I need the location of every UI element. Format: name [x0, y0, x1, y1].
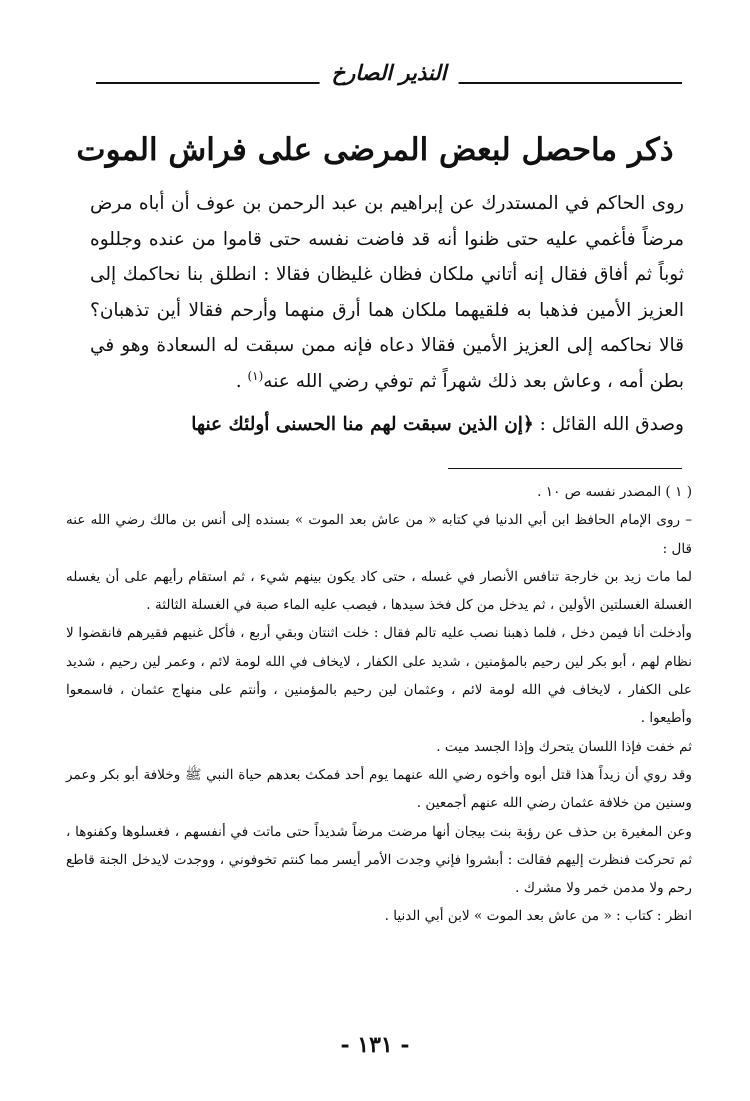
quote-intro: وصدق الله القائل : — [533, 414, 684, 435]
footnotes — [66, 478, 692, 931]
running-header-title: النذير الصارخ — [320, 60, 459, 85]
footnote-divider — [448, 468, 682, 469]
footnote-paragraph: – روى الإمام الحافظ ابن أبي الدنيا في كتابه « من عاش بعد الموت » بسنده إلى أنس بن مالك رضي الله عنه قال : — [66, 512, 692, 557]
quran-verse: ﴿إن الذين سبقت لهم منا الحسنى أولئك عنها — [191, 414, 534, 435]
footnote-paragraph: وقد روي أن زيداً هذا قتل أبوه وأخوه رضي الله عنهما يوم أحد فمكث بعدهم حياة النبي ﷺ وخلافة أبو بكر وعمر وسنين من خلافة عثمان رضي الله عنهم أجمعين . — [66, 766, 692, 812]
running-header — [96, 58, 682, 88]
page-number: - ١٣١ - — [340, 1032, 410, 1058]
main-paragraph-end: . — [235, 370, 248, 392]
footnote-reference: (١) — [247, 368, 264, 383]
footnote-paragraph: وأدخلت أنا فيمن دخل ، فلما ذهبنا نصب عليه تالم فقال : خلت اثنتان وبقي أربع ، فأكل غنيهم فقيرهم فانقضوا لا نظام لهم ، أبو بكر لين رحيم بالمؤمنين ، شديد على الكفار ، لايخاف في الله لومة لائم ، وعمر لين رحيم ، شديد على الكفار ، لايخاف في الله لومة لائم ، وعثمان لين رحيم بالمؤمنين ، وأنتم على منهاج عثمان ، فاسمعوا وأطيعوا . — [66, 625, 692, 727]
quran-quote-line — [90, 407, 684, 443]
main-text — [90, 186, 684, 443]
chapter-title: ذكر ماحصل لبعض المرضى على فراش الموت — [76, 132, 674, 168]
main-paragraph-text: روى الحاكم في المستدرك عن إبراهيم بن عبد الرحمن بن عوف أن أباه مرض مرضاً فأغمي عليه حتى ظنوا أنه قد فاضت نفسه حتى قاموا من عنده وجللوه ثوباً ثم أفاق فقال إنه أتاني ملكان فظان غليظان فقالا : انطلق بنا نحاكمك إلى العزيز الأمين فذهبا به فلقيهما ملكان هما أرق منهما وأرحم فقالا أين تذهبان؟ قالا نحاكمه إلى العزيز الأمين فقالا دعاه فإنه ممن سبقت له السعادة وهو في بطن أمه ، وعاش بعد ذلك شهراً ثم توفي رضي الله عنه — [90, 193, 684, 392]
footnote-paragraph: لما مات زيد بن خارجة تنافس الأنصار في غسله ، حتى كاد يكون بينهم شيء ، ثم استقام رأيهم على أن يغسله الغسلة الغسلتين الأولين ، ثم يدخل من كل فخذ سيدها ، فيصب عليه الماء صبة في الغسلة الثالثة . — [66, 568, 692, 614]
footnote-source: ( ١ ) المصدر نفسه ص ١٠ . — [537, 484, 692, 500]
main-paragraph — [90, 186, 684, 399]
footnote-paragraph: ثم خفت فإذا اللسان يتحرك وإذا الجسد ميت . — [436, 738, 692, 755]
footnote-paragraph: وعن المغيرة بن حذف عن رؤبة بنت بيجان أنها مرضت مرضاً شديداً حتى ماتت في أنفسهم ، فغسلوها وكفنوها ، ثم تحركت فنظرت إليهم فقالت : أبشروا فإني وجدت الأمر أيسر مما كنتم تخوفوني ، ووجدت لايدخل الجنة قاطع رحم ولا مدمن خمر ولا مشرك . — [66, 823, 692, 897]
footnote-reference-note: انظر : كتاب : « من عاش بعد الموت » لابن أبي الدنيا . — [384, 908, 692, 925]
